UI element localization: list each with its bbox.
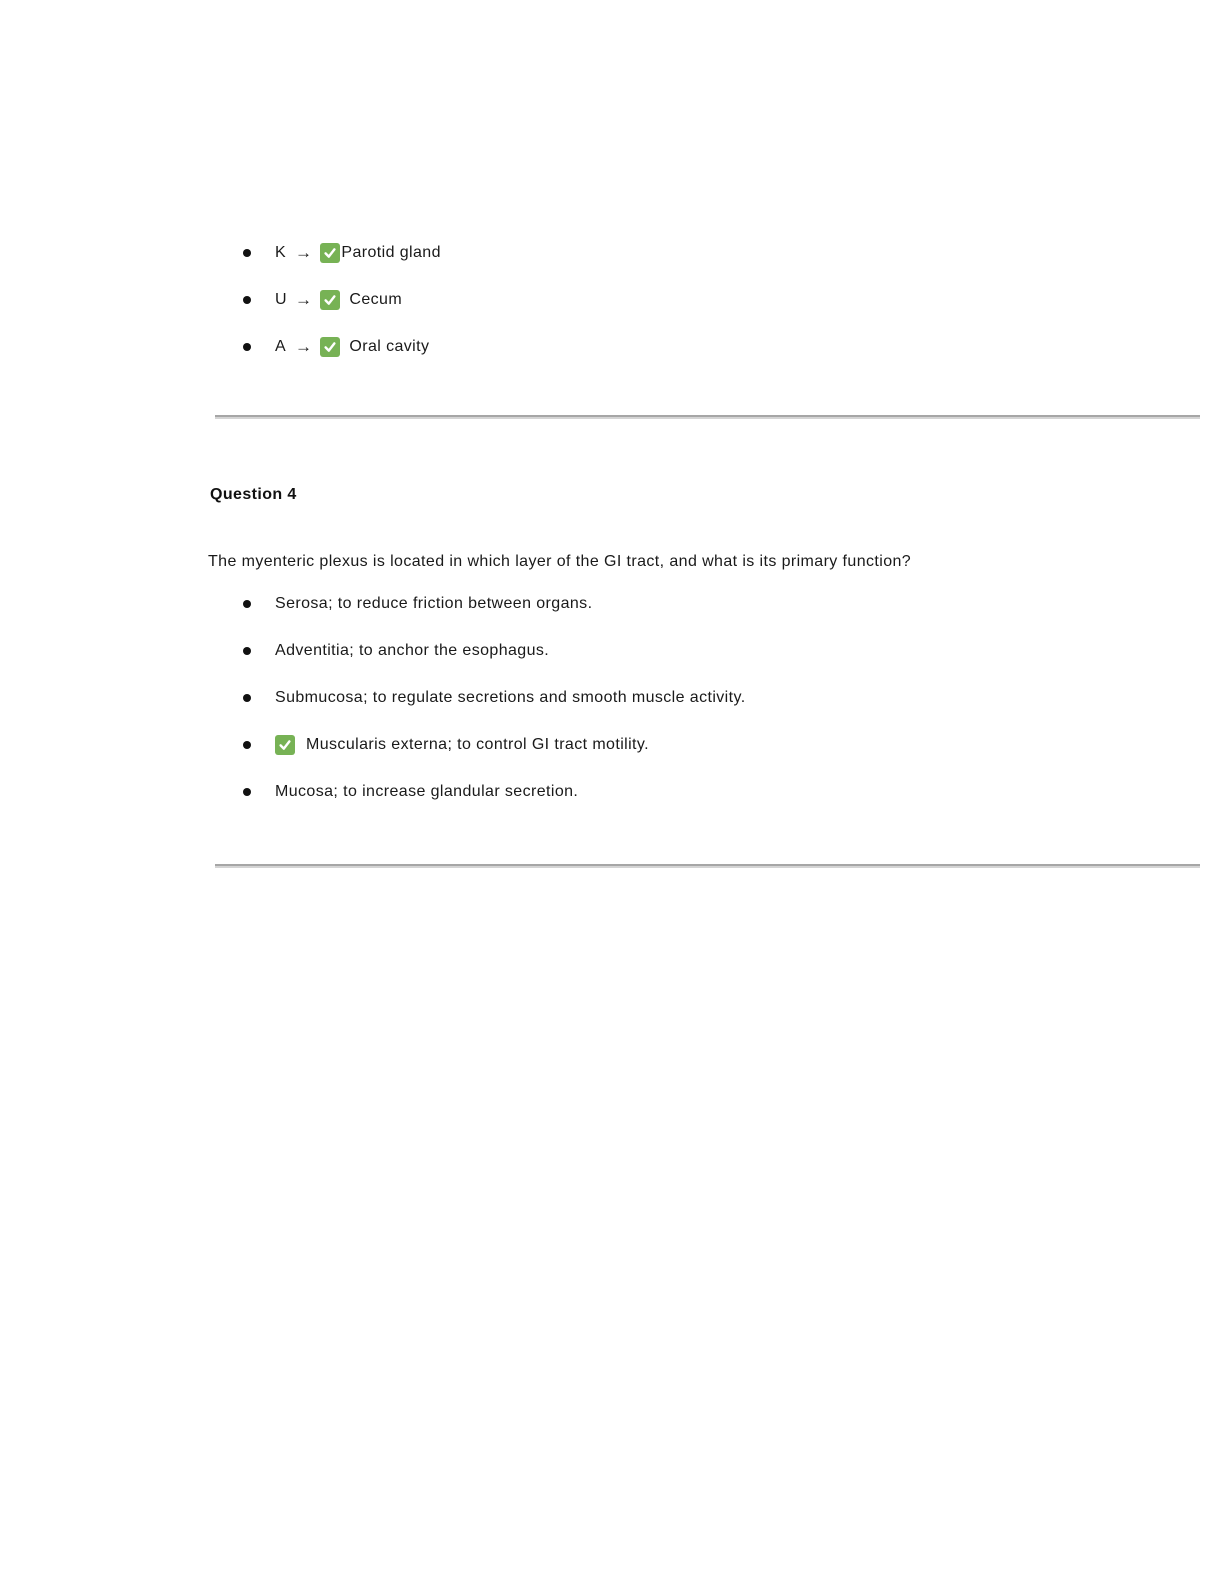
option-item — [210, 782, 746, 802]
match-list-item — [210, 337, 441, 357]
check-icon — [275, 735, 295, 755]
option-item-correct — [210, 735, 746, 755]
section-divider — [215, 415, 1200, 419]
arrow-right-icon: → — [295, 337, 313, 356]
option-label: Submucosa; to regulate secretions and smooth muscle activity. — [275, 689, 746, 706]
question-heading: Question 4 — [210, 486, 297, 503]
option-item — [210, 688, 746, 708]
match-answer-label: Oral cavity — [349, 338, 430, 355]
match-list-item — [210, 243, 441, 263]
bullet-icon — [243, 343, 251, 351]
match-list-item — [210, 290, 441, 310]
option-label: Adventitia; to anchor the esophagus. — [275, 642, 550, 659]
arrow-right-icon: → — [295, 243, 313, 262]
arrow-right-icon: → — [295, 290, 313, 309]
answer-options-list — [210, 594, 746, 829]
bullet-icon — [243, 694, 251, 702]
bullet-icon — [243, 296, 251, 304]
option-label: Serosa; to reduce friction between organs. — [275, 595, 593, 612]
section-divider — [215, 864, 1200, 868]
bullet-icon — [243, 741, 251, 749]
match-answer-label: Parotid gland — [341, 244, 441, 261]
question-text: The myenteric plexus is located in which layer of the GI tract, and what is its primary function? — [208, 553, 912, 570]
option-item — [210, 594, 746, 614]
option-label: Muscularis externa; to control GI tract motility. — [306, 736, 649, 753]
option-label: Mucosa; to increase glandular secretion. — [275, 783, 579, 800]
check-icon — [320, 337, 340, 357]
bullet-icon — [243, 600, 251, 608]
match-key: U — [275, 291, 287, 308]
bullet-icon — [243, 647, 251, 655]
check-icon — [320, 243, 340, 263]
option-item — [210, 641, 746, 661]
bullet-icon — [243, 249, 251, 257]
check-icon — [320, 290, 340, 310]
match-answer-label: Cecum — [349, 291, 403, 308]
match-key: A — [275, 338, 287, 355]
bullet-icon — [243, 788, 251, 796]
match-key: K — [275, 244, 287, 261]
answer-match-list — [210, 243, 441, 384]
